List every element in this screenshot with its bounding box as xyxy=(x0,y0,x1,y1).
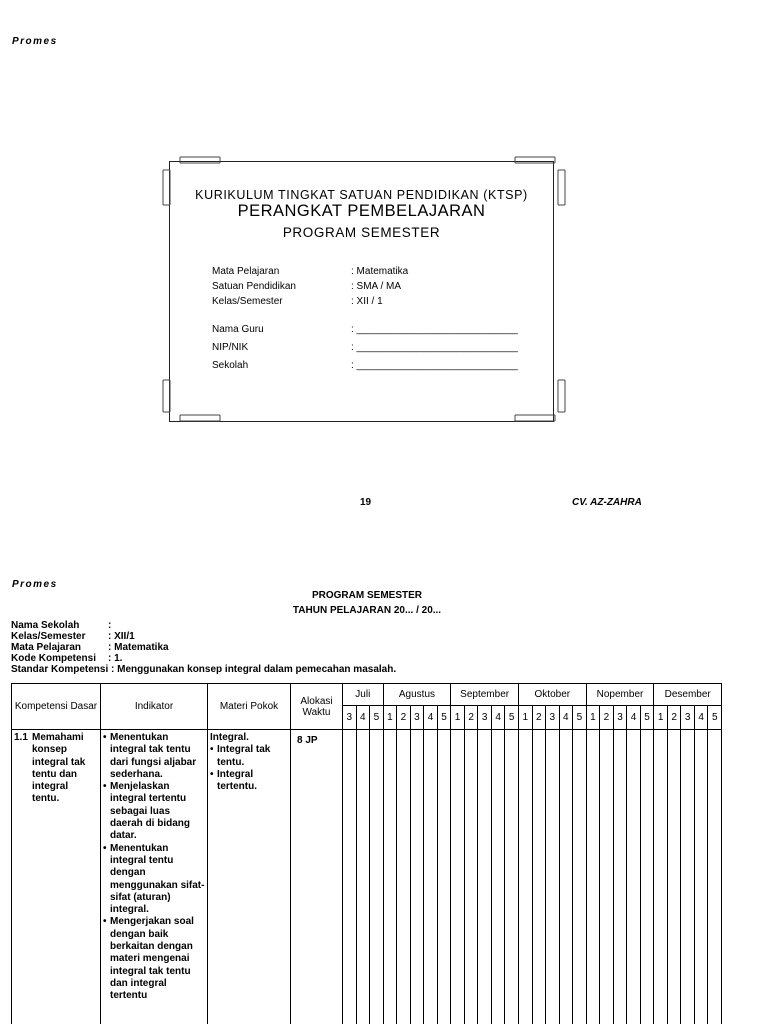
week-cell: 3 xyxy=(546,706,560,730)
week-cell: 4 xyxy=(559,706,573,730)
week-cell: 4 xyxy=(627,706,641,730)
alokasi-cell: 8 JP xyxy=(291,730,343,1024)
cover-blank-label: Sekolah xyxy=(212,360,249,371)
week-cell: 3 xyxy=(681,706,695,730)
cover-blank-label: Nama Guru xyxy=(212,324,264,335)
cover-title-ktsp: KURIKULUM TINGKAT SATUAN PENDIDIKAN (KTSP) xyxy=(195,188,528,202)
materi-cell xyxy=(208,730,291,1024)
page-header: Promes xyxy=(12,36,58,47)
week-cell: 5 xyxy=(708,706,722,730)
cover-title-program: PROGRAM SEMESTER xyxy=(282,225,441,240)
list-item: • Integral tak tentu. xyxy=(210,744,288,769)
standar-kompetensi: Standar Kompetensi : Menggunakan konsep integral dalam pemecahan masalah. xyxy=(11,664,397,675)
week-cell: 3 xyxy=(410,706,424,730)
cover-field-label: Mata Pelajaran xyxy=(212,266,280,277)
month-header: September xyxy=(451,684,519,706)
week-cell: 1 xyxy=(383,706,397,730)
doc-subtitle: TAHUN PELAJARAN 20... / 20... xyxy=(292,605,442,616)
week-cell: 5 xyxy=(370,706,384,730)
week-cell: 5 xyxy=(573,706,587,730)
month-header: Oktober xyxy=(518,684,586,706)
cover-field-label: Kelas/Semester xyxy=(212,296,283,307)
week-cell: 4 xyxy=(694,706,708,730)
cover-field-value: : SMA / MA xyxy=(351,281,402,292)
month-header: Desember xyxy=(654,684,722,706)
doc-meta xyxy=(11,620,396,675)
cover-blank-line: : _____________________________ xyxy=(351,324,518,335)
month-header: Juli xyxy=(343,684,384,706)
indikator-cell xyxy=(101,730,208,1024)
list-item: • Menentukan integral tentu dengan menggunakan sifat-sifat (aturan) integral. xyxy=(103,843,205,917)
page-header: Promes xyxy=(12,579,58,590)
cover-field-value: : Matematika xyxy=(351,266,409,277)
week-cell: 3 xyxy=(613,706,627,730)
month-header: Agustus xyxy=(383,684,451,706)
week-cell: 3 xyxy=(478,706,492,730)
table-row xyxy=(12,730,722,1024)
week-cell: 2 xyxy=(397,706,411,730)
week-cell: 2 xyxy=(532,706,546,730)
cover-field-label: Satuan Pendidikan xyxy=(212,281,296,292)
meta-label: Nama Sekolah xyxy=(11,620,80,631)
program-semester-table xyxy=(11,683,722,1024)
week-cell: 4 xyxy=(356,706,370,730)
meta-value: : xyxy=(108,620,112,631)
col-header-indikator: Indikator xyxy=(101,684,208,730)
doc-title: PROGRAM SEMESTER xyxy=(311,590,422,601)
list-item: • Mengerjakan soal dengan baik berkaitan dengan materi mengenai integral tak tentu dan integral tertentu xyxy=(103,916,205,1002)
kd-cell xyxy=(12,730,101,1024)
list-item: • Menjelaskan integral tertentu sebagai luas daerah di bidang datar. xyxy=(103,781,205,842)
col-header-kd: Kompetensi Dasar xyxy=(12,684,101,730)
col-header-alokasi: Alokasi Waktu xyxy=(291,684,343,730)
list-item: • Menentukan integral tak tentu dari fungsi aljabar sederhana. xyxy=(103,732,205,781)
meta-label: Kode Kompetensi xyxy=(11,653,97,664)
materi-title: Integral. xyxy=(210,732,249,743)
meta-value: : Matematika xyxy=(108,642,169,653)
meta-value: : 1. xyxy=(108,653,123,664)
meta-label: Mata Pelajaran xyxy=(11,642,82,653)
page-number: 19 xyxy=(360,497,372,508)
week-cell: 1 xyxy=(451,706,465,730)
cover-blank-line: : _____________________________ xyxy=(351,342,518,353)
cover-frame-ornament xyxy=(160,150,570,435)
week-cell: 1 xyxy=(654,706,668,730)
list-item: • Integral tertentu. xyxy=(210,769,288,794)
publisher-name: CV. AZ-ZAHRA xyxy=(572,497,642,508)
week-cell: 4 xyxy=(491,706,505,730)
week-cell: 5 xyxy=(437,706,451,730)
meta-value: : XII/1 xyxy=(108,631,135,642)
cover-title-perangkat: PERANGKAT PEMBELAJARAN xyxy=(237,202,486,220)
cover-blank-label: NIP/NIK xyxy=(212,342,249,353)
meta-label: Kelas/Semester xyxy=(11,631,86,642)
week-cell: 4 xyxy=(424,706,438,730)
week-cell: 5 xyxy=(505,706,519,730)
week-cell: 1 xyxy=(586,706,600,730)
col-header-materi: Materi Pokok xyxy=(208,684,291,730)
week-cell: 3 xyxy=(343,706,357,730)
week-cell: 2 xyxy=(600,706,614,730)
cover-field-value: : XII / 1 xyxy=(351,296,383,307)
month-header: Nopember xyxy=(586,684,654,706)
week-cell: 1 xyxy=(518,706,532,730)
week-cell: 2 xyxy=(667,706,681,730)
week-cell: 2 xyxy=(464,706,478,730)
week-cell: 5 xyxy=(640,706,654,730)
cover-blank-line: : _____________________________ xyxy=(351,360,518,371)
kd-number: 1.1 xyxy=(14,732,28,743)
kd-text: Memahami konsep integral tak tentu dan integral tentu. xyxy=(32,732,86,805)
